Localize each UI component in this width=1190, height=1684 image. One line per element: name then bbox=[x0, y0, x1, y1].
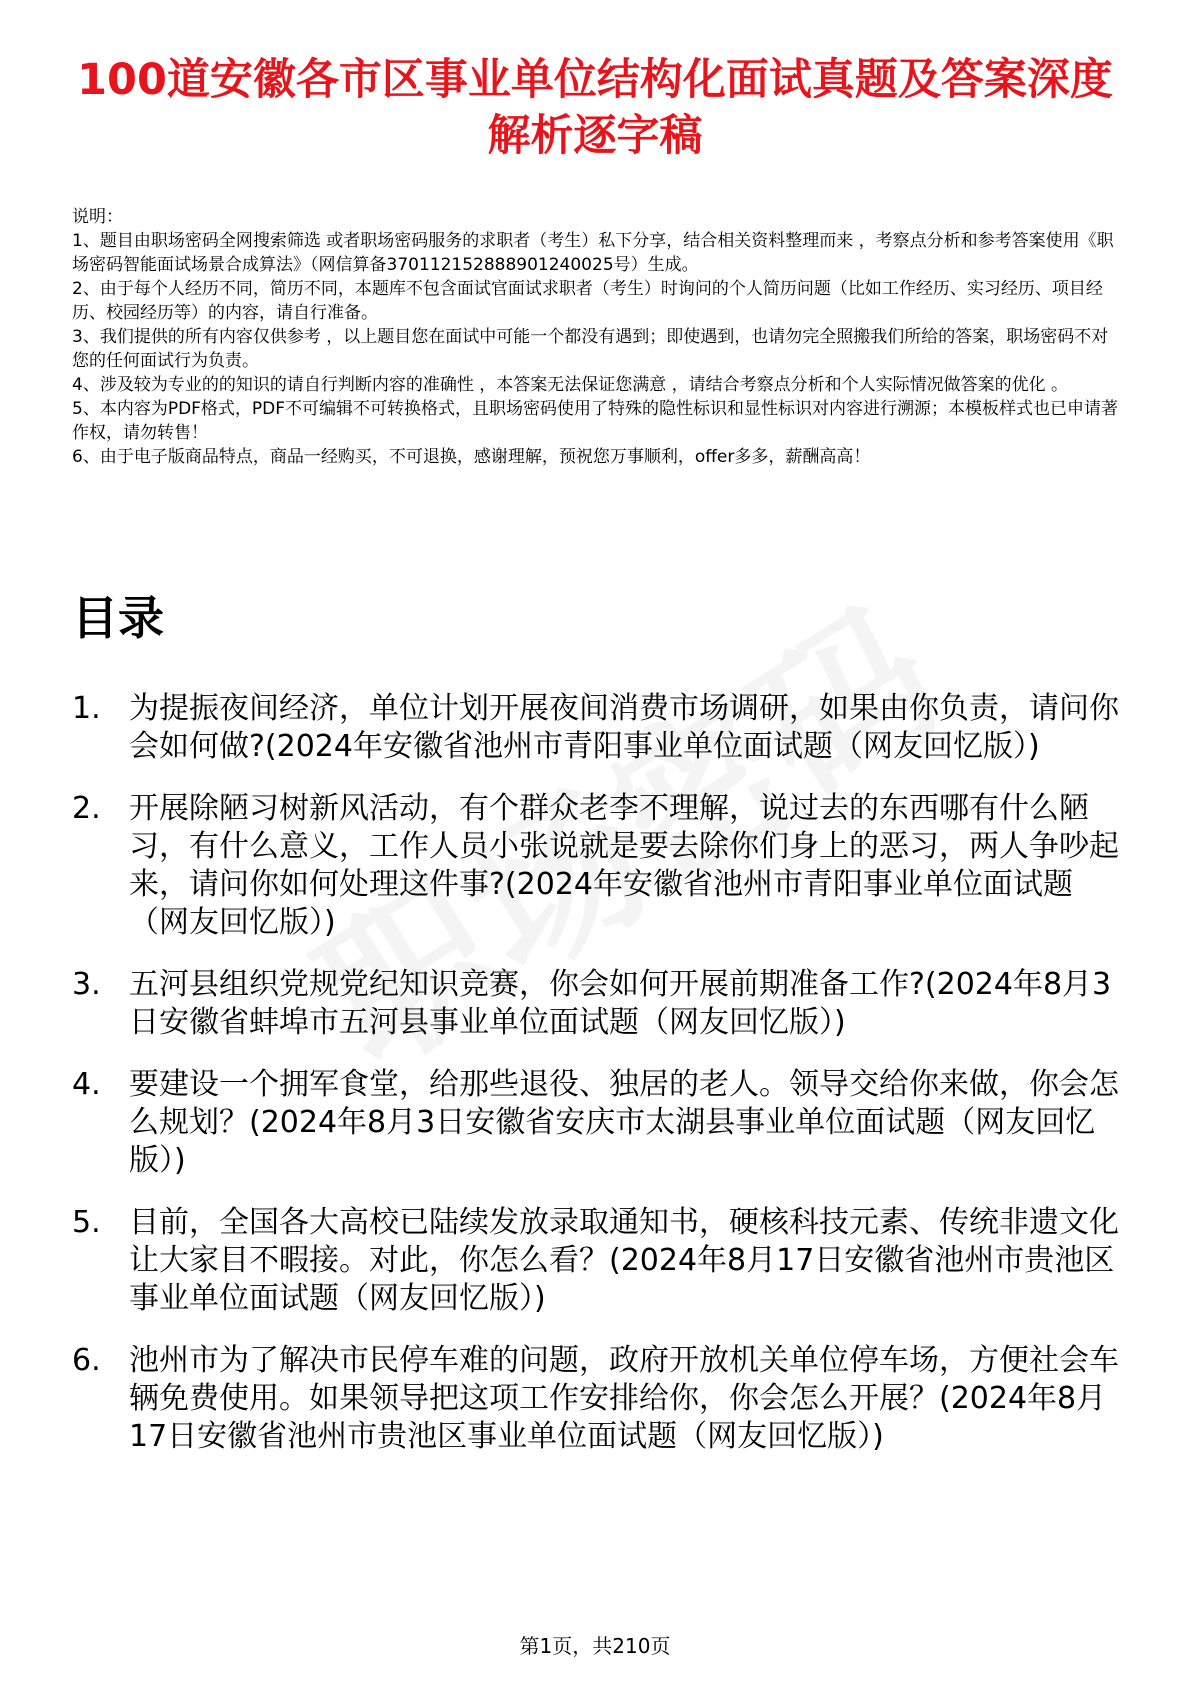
question-item[interactable] bbox=[72, 1204, 1122, 1318]
question-number: 2. bbox=[72, 791, 101, 826]
note-item: 4、涉及较为专业的的知识的请自行判断内容的准确性 ，本答案无法保证您满意 ，请结合考察点分析和个人实际情况做答案的优化 。 bbox=[72, 375, 1069, 395]
page-title: 100道安徽各市区事业单位结构化面试真题及答案深度解析逐字稿 bbox=[77, 55, 1113, 161]
note-item: 6、由于电子版商品特点，商品一经购买，不可退换，感谢理解，预祝您万事顺利，offer多多，薪酬高高！ bbox=[72, 447, 871, 467]
question-item[interactable] bbox=[72, 966, 1122, 1042]
question-item[interactable] bbox=[72, 1342, 1122, 1456]
page-footer: 第1页，共210页 bbox=[519, 1634, 671, 1658]
question-text: 为提振夜间经济，单位计划开展夜间消费市场调研，如果由你负责，请问你会如何做?(2024年安徽省池州市青阳事业单位面试题（网友回忆版）) bbox=[129, 691, 1119, 764]
note-item: 1、题目由职场密码全网搜索筛选 或者职场密码服务的求职者（考生）私下分享，结合相关资料整理而来 ，考察点分析和参考答案使用《职场密码智能面试场景合成算法》（网信算备370112152888901240025号）生成。 bbox=[72, 231, 1114, 275]
question-text: 开展除陋习树新风活动，有个群众老李不理解，说过去的东西哪有什么陋习，有什么意义，工作人员小张说就是要去除你们身上的恶习，两人争吵起来，请问你如何处理这件事?(2024年安徽省池州市青阳事业单位面试题（网友回忆版）) bbox=[129, 791, 1119, 940]
question-item[interactable] bbox=[72, 1066, 1122, 1180]
toc-heading: 目录 bbox=[72, 591, 164, 645]
note-item: 5、本内容为PDF格式，PDF不可编辑不可转换格式，且职场密码使用了特殊的隐性标识和显性标识对内容进行溯源；本模板样式也已申请著作权，请勿转售！ bbox=[72, 399, 1119, 443]
question-number: 6. bbox=[72, 1343, 101, 1378]
question-number: 1. bbox=[72, 691, 101, 726]
notes-section bbox=[72, 205, 1122, 469]
question-number: 4. bbox=[72, 1067, 101, 1102]
question-item[interactable] bbox=[72, 690, 1122, 766]
question-item[interactable] bbox=[72, 790, 1122, 942]
question-text: 五河县组织党规党纪知识竞赛，你会如何开展前期准备工作?(2024年8月3日安徽省蚌埠市五河县事业单位面试题（网友回忆版）) bbox=[129, 967, 1112, 1040]
note-item: 2、由于每个人经历不同，简历不同，本题库不包含面试官面试求职者（考生）时询问的个人简历问题（比如工作经历、实习经历、项目经历、校园经历等）的内容，请自行准备。 bbox=[72, 279, 1103, 323]
question-number: 5. bbox=[72, 1205, 101, 1240]
question-text: 目前，全国各大高校已陆续发放录取通知书，硬核科技元素、传统非遗文化让大家目不暇接。对此，你怎么看？(2024年8月17日安徽省池州市贵池区事业单位面试题（网友回忆版）) bbox=[129, 1205, 1119, 1316]
question-number: 3. bbox=[72, 967, 101, 1002]
question-text: 池州市为了解决市民停车难的问题，政府开放机关单位停车场，方便社会车辆免费使用。如果领导把这项工作安排给你，你会怎么开展？(2024年8月17日安徽省池州市贵池区事业单位面试题（网友回忆版）) bbox=[129, 1343, 1119, 1454]
question-list bbox=[72, 690, 1122, 1480]
note-item: 3、我们提供的所有内容仅供参考 ，以上题目您在面试中可能一个都没有遇到；即使遇到，也请勿完全照搬我们所给的答案，职场密码不对您的任何面试行为负责。 bbox=[72, 327, 1109, 371]
question-text: 要建设一个拥军食堂，给那些退役、独居的老人。领导交给你来做，你会怎么规划？(2024年8月3日安徽省安庆市太湖县事业单位面试题（网友回忆版）) bbox=[129, 1067, 1119, 1178]
notes-heading: 说明： bbox=[72, 207, 123, 227]
